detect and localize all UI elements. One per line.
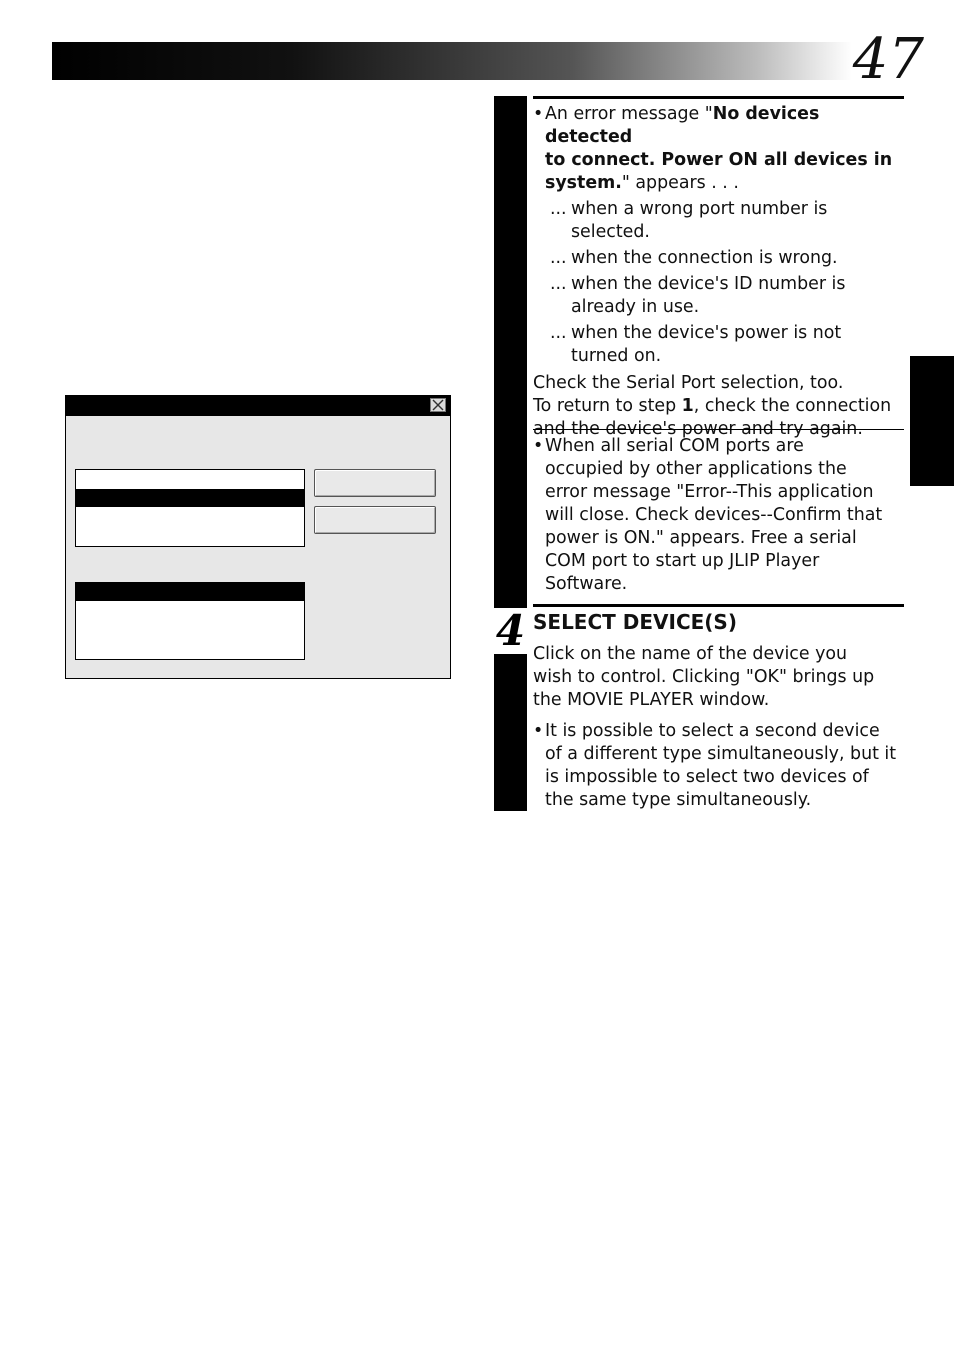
error-no-devices <box>533 103 905 441</box>
section-tab <box>910 356 954 486</box>
ok-button[interactable] <box>314 469 436 497</box>
cancel-button[interactable] <box>314 506 436 534</box>
dialog-title-bar <box>66 396 450 416</box>
bullet-no-devices: • An error message "No devices detected to connect. Power ON all devices in system." appears . . . <box>533 104 893 193</box>
error-com-ports <box>533 435 905 596</box>
close-button[interactable] <box>430 398 446 412</box>
step-rail <box>494 96 527 811</box>
step4-body <box>533 643 905 812</box>
device-list-primary[interactable] <box>75 469 305 547</box>
check-serial-text: Check the Serial Port selection, too. To return to step 1, check the connection and the device's power and try again. <box>533 373 892 439</box>
condition-item: ... when the device's ID number is already in use. <box>550 274 846 317</box>
step-title: SELECT DEVICE(S) <box>533 610 737 634</box>
condition-item: ... when the connection is wrong. <box>550 248 838 268</box>
section-rule-mid <box>533 429 904 430</box>
step4-instructions: Click on the name of the device you wish to control. Clicking "OK" brings up the MOVIE PLAYER window. <box>533 644 875 710</box>
condition-item: ... when the device's power is not turned on. <box>550 323 842 366</box>
header-gradient-bar <box>52 42 852 80</box>
bullet-second-device: • It is possible to select a second device of a different type simultaneously, but it is impossible to select two devices of the same type simultaneously. <box>533 721 897 810</box>
condition-item: ... when a wrong port number is selected. <box>550 199 828 242</box>
selected-device-row[interactable] <box>76 489 304 507</box>
device-list-secondary[interactable] <box>75 582 305 660</box>
secondary-list-header <box>76 583 304 601</box>
step4-rule <box>533 604 904 607</box>
section-rule-top <box>533 96 904 99</box>
close-icon <box>431 399 445 411</box>
select-device-dialog <box>65 395 451 679</box>
step-number: 4 <box>495 606 526 655</box>
page-number: 47 <box>852 27 924 92</box>
bullet-com-ports: • When all serial COM ports are occupied by other applications the error message "Error--This application will close. Check devices--Confirm that power is ON." appears. Free a serial COM port to start up JLIP Player Software. <box>533 436 883 594</box>
